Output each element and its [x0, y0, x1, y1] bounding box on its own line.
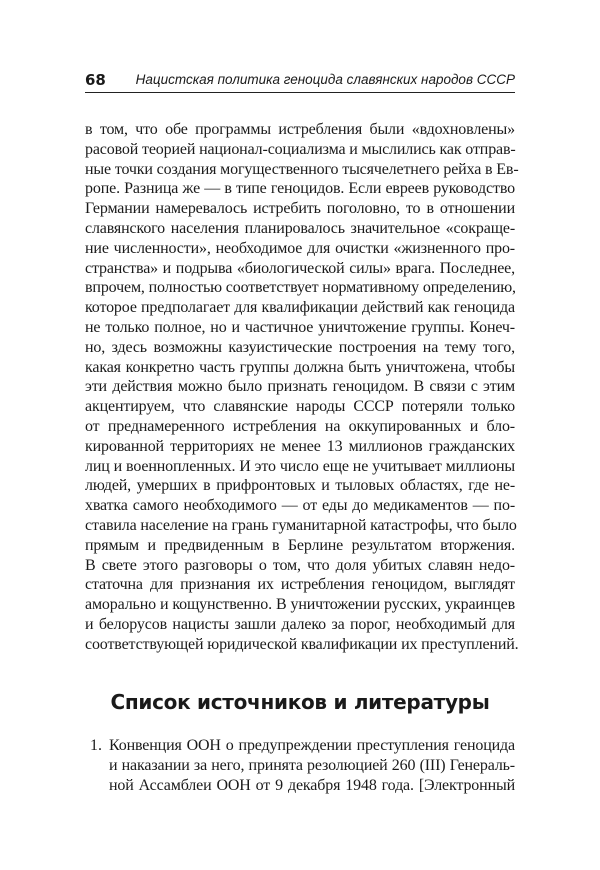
reference-list: [85, 736, 515, 795]
body-line: соответствующей юридической квалификации их преступлений.: [85, 635, 519, 653]
reference-line: Конвенция ООН о предупреждении преступления геноцида: [109, 737, 515, 754]
running-title: Нацистская политика геноцида славянских народов СССР: [135, 72, 515, 87]
page-number: 68: [85, 71, 106, 89]
body-text: [85, 120, 519, 655]
body-line: расовой теорией национал-социализма и мыслились как отправ-: [85, 140, 516, 158]
reference-line: и наказании за него, принята резолюцией 260 (III) Генераль-: [109, 756, 515, 774]
body-line: которое предполагает для квалификации действий как геноцида: [85, 299, 515, 317]
body-line: ние численности», необходимое для очистки «жизненного про-: [85, 239, 515, 257]
body-line: В свете этого разговоры о том, что доля убитых славян недо-: [85, 556, 515, 574]
body-line: эти действия можно было признать геноцидом. В связи с этим: [85, 378, 515, 396]
body-line: акцентируем, что славянские народы СССР потеряли только: [85, 398, 515, 416]
body-line: впрочем, полностью соответствует нормативному определению,: [85, 279, 516, 297]
body-line: в том, что обе программы истребления были «вдохновлены»: [85, 121, 515, 138]
body-line: хватка самого необходимого — от еды до медикаментов — по-: [85, 497, 515, 515]
reference-line: ной Ассамблеи ООН от 9 декабря 1948 года. [Электронный: [109, 776, 515, 794]
body-line: кированной территориях не менее 13 миллионов гражданских: [85, 437, 515, 455]
body-line: аморально и кощунственно. В уничтожении русских, украинцев: [85, 596, 515, 614]
body-line: славянского населения планировалось значительное «сокраще-: [85, 219, 515, 237]
body-line: не только полное, но и частичное уничтожение группы. Конеч-: [85, 318, 515, 336]
body-line: странства» и подрыва «биологической силы» врага. Последнее,: [85, 259, 515, 277]
body-line: ставила население на грань гуманитарной катастрофы, что было: [85, 516, 517, 534]
body-line: лиц и военнопленных. И это число еще не учитывает миллионы: [85, 457, 515, 475]
body-line: но, здесь возможны казуистические построения на тему того,: [85, 338, 515, 356]
reference-number: 1.: [90, 737, 102, 754]
body-line: ропе. Разница же — в типе геноцидов. Если евреев руководство: [85, 180, 515, 198]
body-line: ные точки создания могущественного тысячелетнего рейха в Ев-: [85, 160, 519, 178]
reference-item: [85, 736, 515, 795]
body-line: людей, умерших в прифронтовых и тыловых областях, где не-: [85, 477, 515, 495]
body-line: какая конкретно часть группы должна быть уничтожена, чтобы: [85, 358, 515, 376]
body-line: статочна для признания их истребления геноцидом, выглядят: [85, 576, 515, 594]
body-line: от преднамеренного истребления на оккупированных и бло-: [85, 417, 515, 435]
body-line: прямым и предвиденным в Берлине результатом вторжения.: [85, 536, 515, 554]
body-line: Германии намеревалось истребить поголовно, то в отношении: [85, 200, 515, 218]
body-line: и белорусов нацисты зашли далеко за порог, необходимый для: [85, 615, 515, 633]
section-heading: Список источников и литературы: [110, 690, 490, 714]
running-header: [85, 70, 515, 93]
